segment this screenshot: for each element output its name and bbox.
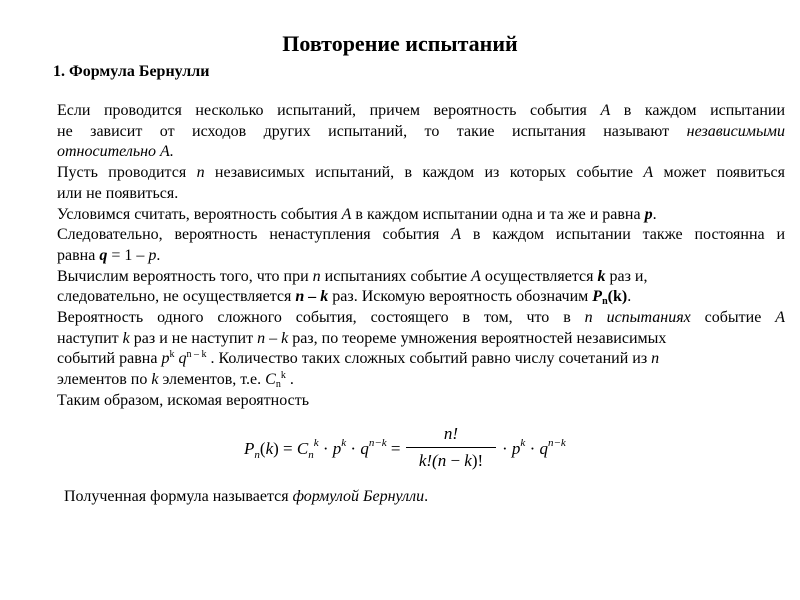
p6-line-4: элементов по k элементов, т.е. $C_n^k$ . — [57, 370, 294, 391]
formula-fraction — [404, 422, 498, 472]
p1-line-1: Если проводится несколько испытаний, причем вероятность события A в каждом испытании — [57, 102, 786, 119]
p5-line-2: следовательно, не осуществляется n – k раз. Искомую вероятность обозначим $P_n(k)$. — [57, 288, 632, 308]
fraction-bar — [406, 447, 496, 448]
p1-line-2: не зависит от исходов других испытаний, то такие испытания называют независимыми — [57, 122, 786, 140]
conclusion-text: Полученная формула называется формулой Бернулли. — [64, 488, 429, 505]
p6-line-2: наступит k раз и не наступит n – k раз, по теореме умножения вероятностей независимых — [57, 329, 667, 347]
p7-line-1: Таким образом, искомая вероятность — [57, 391, 309, 409]
p3-line-1: Условимся считать, вероятность события A в каждом испытании одна и та же и равна p. — [57, 205, 657, 223]
bernoulli-formula — [244, 422, 574, 472]
formula-lhs: $P_n(k) = C_n^k \cdot p^k \cdot q^{n-k}$ = — [244, 437, 401, 461]
fraction-denominator: k!(n − k)! — [418, 451, 484, 470]
body-text — [57, 101, 785, 412]
p6-line-1: Вероятность одного сложного события, состоящего в том, что в n испытаниях событие A — [57, 309, 785, 327]
p2-line-1: Пусть проводится n независимых испытаний, в каждом из которых событие A может появиться — [57, 164, 785, 182]
p4-line-1: Следовательно, вероятность ненаступления события A в каждом испытании также постоянна и — [57, 226, 786, 244]
p1-line-3: относительно А. — [57, 143, 174, 161]
fraction-numerator: n! — [443, 424, 459, 443]
p4-line-2: равна q = 1 – p. — [57, 246, 161, 264]
slide-title: Повторение испытаний — [282, 31, 518, 56]
p6-line-3: событий равна $p^k$ $q^{n - k}$ . Количество таких сложных событий равно числу сочетаний из n — [57, 349, 660, 368]
formula-rhs: · $p^k \cdot q^{n-k}$ — [502, 437, 566, 458]
section-subtitle: 1. Формула Бернулли — [53, 63, 210, 80]
p2-line-2: или не появиться. — [57, 184, 179, 202]
p5-line-1: Вычислим вероятность того, что при n испытаниях событие A осуществляется k раз и, — [57, 267, 648, 285]
